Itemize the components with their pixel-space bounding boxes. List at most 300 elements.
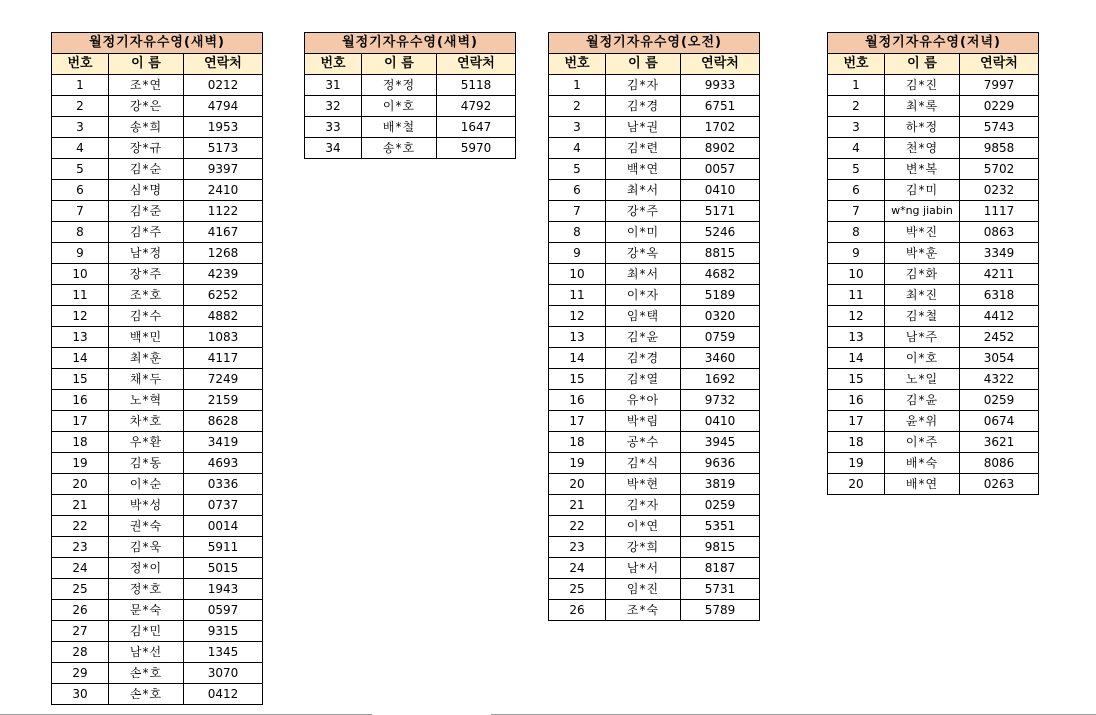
contact-last4: 0229 [960, 96, 1039, 117]
contact-last4: 4682 [681, 264, 760, 285]
row-number: 25 [52, 579, 109, 600]
member-name: 김*윤 [606, 327, 681, 348]
row-number: 1 [828, 75, 885, 96]
member-name: w*ng jiabin [885, 201, 960, 222]
table-row [549, 516, 760, 537]
table-row [52, 558, 263, 579]
member-name: 김*자 [606, 495, 681, 516]
member-name: 백*민 [109, 327, 184, 348]
column-header-contact: 연락처 [184, 54, 263, 75]
row-number: 9 [549, 243, 606, 264]
contact-last4: 5118 [437, 75, 516, 96]
contact-last4: 1692 [681, 369, 760, 390]
column-header-name: 이 름 [885, 54, 960, 75]
table-row [52, 306, 263, 327]
member-name: 백*연 [606, 159, 681, 180]
row-number: 19 [52, 453, 109, 474]
member-name: 차*호 [109, 411, 184, 432]
table-row [549, 495, 760, 516]
row-number: 24 [549, 558, 606, 579]
table-row [52, 96, 263, 117]
contact-last4: 9815 [681, 537, 760, 558]
member-name: 박*성 [109, 495, 184, 516]
row-number: 17 [828, 411, 885, 432]
row-number: 6 [52, 180, 109, 201]
member-name: 변*복 [885, 159, 960, 180]
contact-last4: 6318 [960, 285, 1039, 306]
member-name: 남*권 [606, 117, 681, 138]
member-name: 남*주 [885, 327, 960, 348]
table-row [828, 222, 1039, 243]
row-number: 14 [549, 348, 606, 369]
member-name: 김*경 [606, 348, 681, 369]
table-row [549, 243, 760, 264]
member-name: 하*정 [885, 117, 960, 138]
table-row [52, 642, 263, 663]
contact-last4: 8187 [681, 558, 760, 579]
table-row [549, 222, 760, 243]
column-header-no: 번호 [828, 54, 885, 75]
row-number: 5 [549, 159, 606, 180]
contact-last4: 5970 [437, 138, 516, 159]
row-number: 27 [52, 621, 109, 642]
row-number: 21 [52, 495, 109, 516]
member-name: 김*수 [109, 306, 184, 327]
member-name: 김*경 [606, 96, 681, 117]
table-row [828, 369, 1039, 390]
table-row [549, 138, 760, 159]
member-name: 김*윤 [885, 390, 960, 411]
table-row [828, 327, 1039, 348]
contact-last4: 1122 [184, 201, 263, 222]
row-number: 7 [52, 201, 109, 222]
member-name: 최*록 [885, 96, 960, 117]
row-number: 22 [52, 516, 109, 537]
contact-last4: 5789 [681, 600, 760, 621]
member-name: 김*동 [109, 453, 184, 474]
member-name: 장*주 [109, 264, 184, 285]
member-name: 남*정 [109, 243, 184, 264]
table-row [549, 558, 760, 579]
column-header-name: 이 름 [362, 54, 437, 75]
table-row [52, 264, 263, 285]
row-number: 8 [549, 222, 606, 243]
table-row [52, 138, 263, 159]
contact-last4: 0057 [681, 159, 760, 180]
member-name: 이*호 [362, 96, 437, 117]
contact-last4: 0863 [960, 222, 1039, 243]
contact-last4: 4693 [184, 453, 263, 474]
member-name: 배*숙 [885, 453, 960, 474]
contact-last4: 4882 [184, 306, 263, 327]
contact-last4: 5702 [960, 159, 1039, 180]
member-name: 최*서 [606, 264, 681, 285]
contact-last4: 3819 [681, 474, 760, 495]
table-row [549, 348, 760, 369]
contact-last4: 5173 [184, 138, 263, 159]
contact-last4: 0014 [184, 516, 263, 537]
table-row [549, 411, 760, 432]
table-row [52, 663, 263, 684]
member-name: 이*주 [885, 432, 960, 453]
member-name: 손*호 [109, 663, 184, 684]
member-name: 임*택 [606, 306, 681, 327]
contact-last4: 7997 [960, 75, 1039, 96]
table-row [828, 117, 1039, 138]
table-row [52, 537, 263, 558]
member-name: 배*연 [885, 474, 960, 495]
row-number: 19 [549, 453, 606, 474]
member-name: 송*희 [109, 117, 184, 138]
member-name: 박*훈 [885, 243, 960, 264]
contact-last4: 9933 [681, 75, 760, 96]
contact-last4: 8086 [960, 453, 1039, 474]
member-name: 김*민 [109, 621, 184, 642]
contact-last4: 4117 [184, 348, 263, 369]
member-name: 강*은 [109, 96, 184, 117]
row-number: 17 [549, 411, 606, 432]
contact-last4: 5351 [681, 516, 760, 537]
row-number: 11 [52, 285, 109, 306]
row-number: 26 [549, 600, 606, 621]
row-number: 2 [549, 96, 606, 117]
member-name: 임*진 [606, 579, 681, 600]
row-number: 28 [52, 642, 109, 663]
row-number: 12 [549, 306, 606, 327]
member-name: 천*영 [885, 138, 960, 159]
member-name: 조*연 [109, 75, 184, 96]
row-number: 24 [52, 558, 109, 579]
table-row [828, 390, 1039, 411]
table-row [549, 327, 760, 348]
member-name: 남*선 [109, 642, 184, 663]
row-number: 32 [305, 96, 362, 117]
table-row [52, 684, 263, 705]
contact-last4: 0410 [681, 180, 760, 201]
member-name: 김*욱 [109, 537, 184, 558]
contact-last4: 3349 [960, 243, 1039, 264]
row-number: 12 [52, 306, 109, 327]
contact-last4: 1647 [437, 117, 516, 138]
contact-last4: 5731 [681, 579, 760, 600]
table-row [828, 432, 1039, 453]
member-name: 채*두 [109, 369, 184, 390]
row-number: 20 [52, 474, 109, 495]
table-row [549, 390, 760, 411]
table-row [828, 96, 1039, 117]
contact-last4: 0412 [184, 684, 263, 705]
column-header-no: 번호 [52, 54, 109, 75]
row-number: 26 [52, 600, 109, 621]
contact-last4: 8902 [681, 138, 760, 159]
table-row [549, 96, 760, 117]
row-number: 6 [828, 180, 885, 201]
roster-table-dawn-1 [51, 32, 263, 705]
contact-last4: 0263 [960, 474, 1039, 495]
row-number: 11 [549, 285, 606, 306]
member-name: 김*진 [885, 75, 960, 96]
row-number: 16 [52, 390, 109, 411]
member-name: 노*일 [885, 369, 960, 390]
table-row [549, 453, 760, 474]
table-row [52, 222, 263, 243]
contact-last4: 5189 [681, 285, 760, 306]
roster-table-dawn-2 [304, 32, 516, 159]
table-row [549, 474, 760, 495]
row-number: 13 [549, 327, 606, 348]
contact-last4: 0674 [960, 411, 1039, 432]
row-number: 12 [828, 306, 885, 327]
row-number: 14 [52, 348, 109, 369]
member-name: 강*희 [606, 537, 681, 558]
row-number: 18 [549, 432, 606, 453]
roster-table-evening [827, 32, 1039, 495]
row-number: 23 [52, 537, 109, 558]
table-row [52, 348, 263, 369]
table-body [305, 75, 516, 159]
table-body [828, 75, 1039, 495]
row-number: 25 [549, 579, 606, 600]
row-number: 15 [828, 369, 885, 390]
contact-last4: 2410 [184, 180, 263, 201]
member-name: 이*순 [109, 474, 184, 495]
member-name: 윤*위 [885, 411, 960, 432]
member-name: 이*자 [606, 285, 681, 306]
contact-last4: 0320 [681, 306, 760, 327]
row-number: 4 [828, 138, 885, 159]
contact-last4: 4412 [960, 306, 1039, 327]
row-number: 2 [828, 96, 885, 117]
table-row [52, 516, 263, 537]
table-row [549, 180, 760, 201]
contact-last4: 8815 [681, 243, 760, 264]
table-row [549, 369, 760, 390]
column-header-no: 번호 [305, 54, 362, 75]
member-name: 최*서 [606, 180, 681, 201]
row-number: 13 [828, 327, 885, 348]
column-header-name: 이 름 [606, 54, 681, 75]
member-name: 남*서 [606, 558, 681, 579]
member-name: 박*진 [885, 222, 960, 243]
table-row [52, 159, 263, 180]
contact-last4: 1083 [184, 327, 263, 348]
row-number: 3 [52, 117, 109, 138]
member-name: 유*아 [606, 390, 681, 411]
contact-last4: 5015 [184, 558, 263, 579]
contact-last4: 3460 [681, 348, 760, 369]
row-number: 34 [305, 138, 362, 159]
row-number: 2 [52, 96, 109, 117]
contact-last4: 0336 [184, 474, 263, 495]
row-number: 30 [52, 684, 109, 705]
member-name: 김*식 [606, 453, 681, 474]
contact-last4: 0759 [681, 327, 760, 348]
table-row [52, 285, 263, 306]
column-header-name: 이 름 [109, 54, 184, 75]
row-number: 22 [549, 516, 606, 537]
row-number: 20 [828, 474, 885, 495]
contact-last4: 3945 [681, 432, 760, 453]
contact-last4: 8628 [184, 411, 263, 432]
member-name: 정*호 [109, 579, 184, 600]
table-row [828, 201, 1039, 222]
table-row [549, 306, 760, 327]
row-number: 23 [549, 537, 606, 558]
table-row [52, 411, 263, 432]
member-name: 김*준 [109, 201, 184, 222]
contact-last4: 5911 [184, 537, 263, 558]
member-name: 손*호 [109, 684, 184, 705]
table-row [52, 201, 263, 222]
row-number: 7 [549, 201, 606, 222]
row-number: 13 [52, 327, 109, 348]
contact-last4: 4792 [437, 96, 516, 117]
member-name: 김*주 [109, 222, 184, 243]
table-title: 월정기자유수영(새벽) [305, 33, 516, 54]
contact-last4: 3419 [184, 432, 263, 453]
column-header-contact: 연락처 [960, 54, 1039, 75]
row-number: 4 [52, 138, 109, 159]
table-row [828, 411, 1039, 432]
table-row [305, 96, 516, 117]
row-number: 33 [305, 117, 362, 138]
table-row [52, 495, 263, 516]
row-number: 31 [305, 75, 362, 96]
table-row [549, 285, 760, 306]
row-number: 15 [549, 369, 606, 390]
table-row [305, 117, 516, 138]
table-row [828, 180, 1039, 201]
row-number: 9 [828, 243, 885, 264]
table-row [52, 243, 263, 264]
table-row [52, 390, 263, 411]
table-row [828, 159, 1039, 180]
table-body [52, 75, 263, 705]
contact-last4: 3621 [960, 432, 1039, 453]
table-row [828, 285, 1039, 306]
contact-last4: 0259 [960, 390, 1039, 411]
contact-last4: 5743 [960, 117, 1039, 138]
member-name: 강*주 [606, 201, 681, 222]
member-name: 박*현 [606, 474, 681, 495]
row-number: 20 [549, 474, 606, 495]
member-name: 김*순 [109, 159, 184, 180]
contact-last4: 3054 [960, 348, 1039, 369]
member-name: 공*수 [606, 432, 681, 453]
member-name: 김*철 [885, 306, 960, 327]
contact-last4: 4322 [960, 369, 1039, 390]
row-number: 7 [828, 201, 885, 222]
table-row [52, 180, 263, 201]
table-row [52, 117, 263, 138]
contact-last4: 0232 [960, 180, 1039, 201]
member-name: 권*숙 [109, 516, 184, 537]
member-name: 김*련 [606, 138, 681, 159]
contact-last4: 0410 [681, 411, 760, 432]
contact-last4: 3070 [184, 663, 263, 684]
member-name: 문*숙 [109, 600, 184, 621]
row-number: 14 [828, 348, 885, 369]
table-row [828, 138, 1039, 159]
member-name: 이*미 [606, 222, 681, 243]
column-header-no: 번호 [549, 54, 606, 75]
member-name: 김*화 [885, 264, 960, 285]
contact-last4: 9315 [184, 621, 263, 642]
table-row [52, 75, 263, 96]
table-row [549, 117, 760, 138]
row-number: 10 [828, 264, 885, 285]
table-title: 월정기자유수영(저녁) [828, 33, 1039, 54]
row-number: 6 [549, 180, 606, 201]
table-row [828, 264, 1039, 285]
contact-last4: 7249 [184, 369, 263, 390]
table-row [549, 432, 760, 453]
table-row [52, 369, 263, 390]
table-title: 월정기자유수영(오전) [549, 33, 760, 54]
contact-last4: 9397 [184, 159, 263, 180]
table-row [52, 621, 263, 642]
table-row [828, 243, 1039, 264]
member-name: 정*정 [362, 75, 437, 96]
contact-last4: 0597 [184, 600, 263, 621]
row-number: 21 [549, 495, 606, 516]
row-number: 16 [828, 390, 885, 411]
contact-last4: 4211 [960, 264, 1039, 285]
row-number: 19 [828, 453, 885, 474]
table-row [549, 264, 760, 285]
table-row [549, 75, 760, 96]
table-row [52, 327, 263, 348]
column-header-contact: 연락처 [437, 54, 516, 75]
contact-last4: 6252 [184, 285, 263, 306]
member-name: 김*자 [606, 75, 681, 96]
table-row [549, 201, 760, 222]
table-row [305, 75, 516, 96]
member-name: 최*훈 [109, 348, 184, 369]
row-number: 1 [549, 75, 606, 96]
row-number: 18 [828, 432, 885, 453]
table-body [549, 75, 760, 621]
contact-last4: 6751 [681, 96, 760, 117]
table-title: 월정기자유수영(새벽) [52, 33, 263, 54]
member-name: 송*호 [362, 138, 437, 159]
table-row [828, 306, 1039, 327]
contact-last4: 1953 [184, 117, 263, 138]
contact-last4: 1345 [184, 642, 263, 663]
contact-last4: 1117 [960, 201, 1039, 222]
row-number: 10 [52, 264, 109, 285]
contact-last4: 1268 [184, 243, 263, 264]
row-number: 8 [52, 222, 109, 243]
row-number: 29 [52, 663, 109, 684]
contact-last4: 2159 [184, 390, 263, 411]
table-row [549, 600, 760, 621]
row-number: 16 [549, 390, 606, 411]
row-number: 5 [828, 159, 885, 180]
contact-last4: 9732 [681, 390, 760, 411]
row-number: 18 [52, 432, 109, 453]
member-name: 심*명 [109, 180, 184, 201]
table-row [52, 432, 263, 453]
table-row [52, 600, 263, 621]
member-name: 배*철 [362, 117, 437, 138]
contact-last4: 4167 [184, 222, 263, 243]
row-number: 3 [828, 117, 885, 138]
contact-last4: 9858 [960, 138, 1039, 159]
row-number: 9 [52, 243, 109, 264]
row-number: 10 [549, 264, 606, 285]
table-row [305, 138, 516, 159]
